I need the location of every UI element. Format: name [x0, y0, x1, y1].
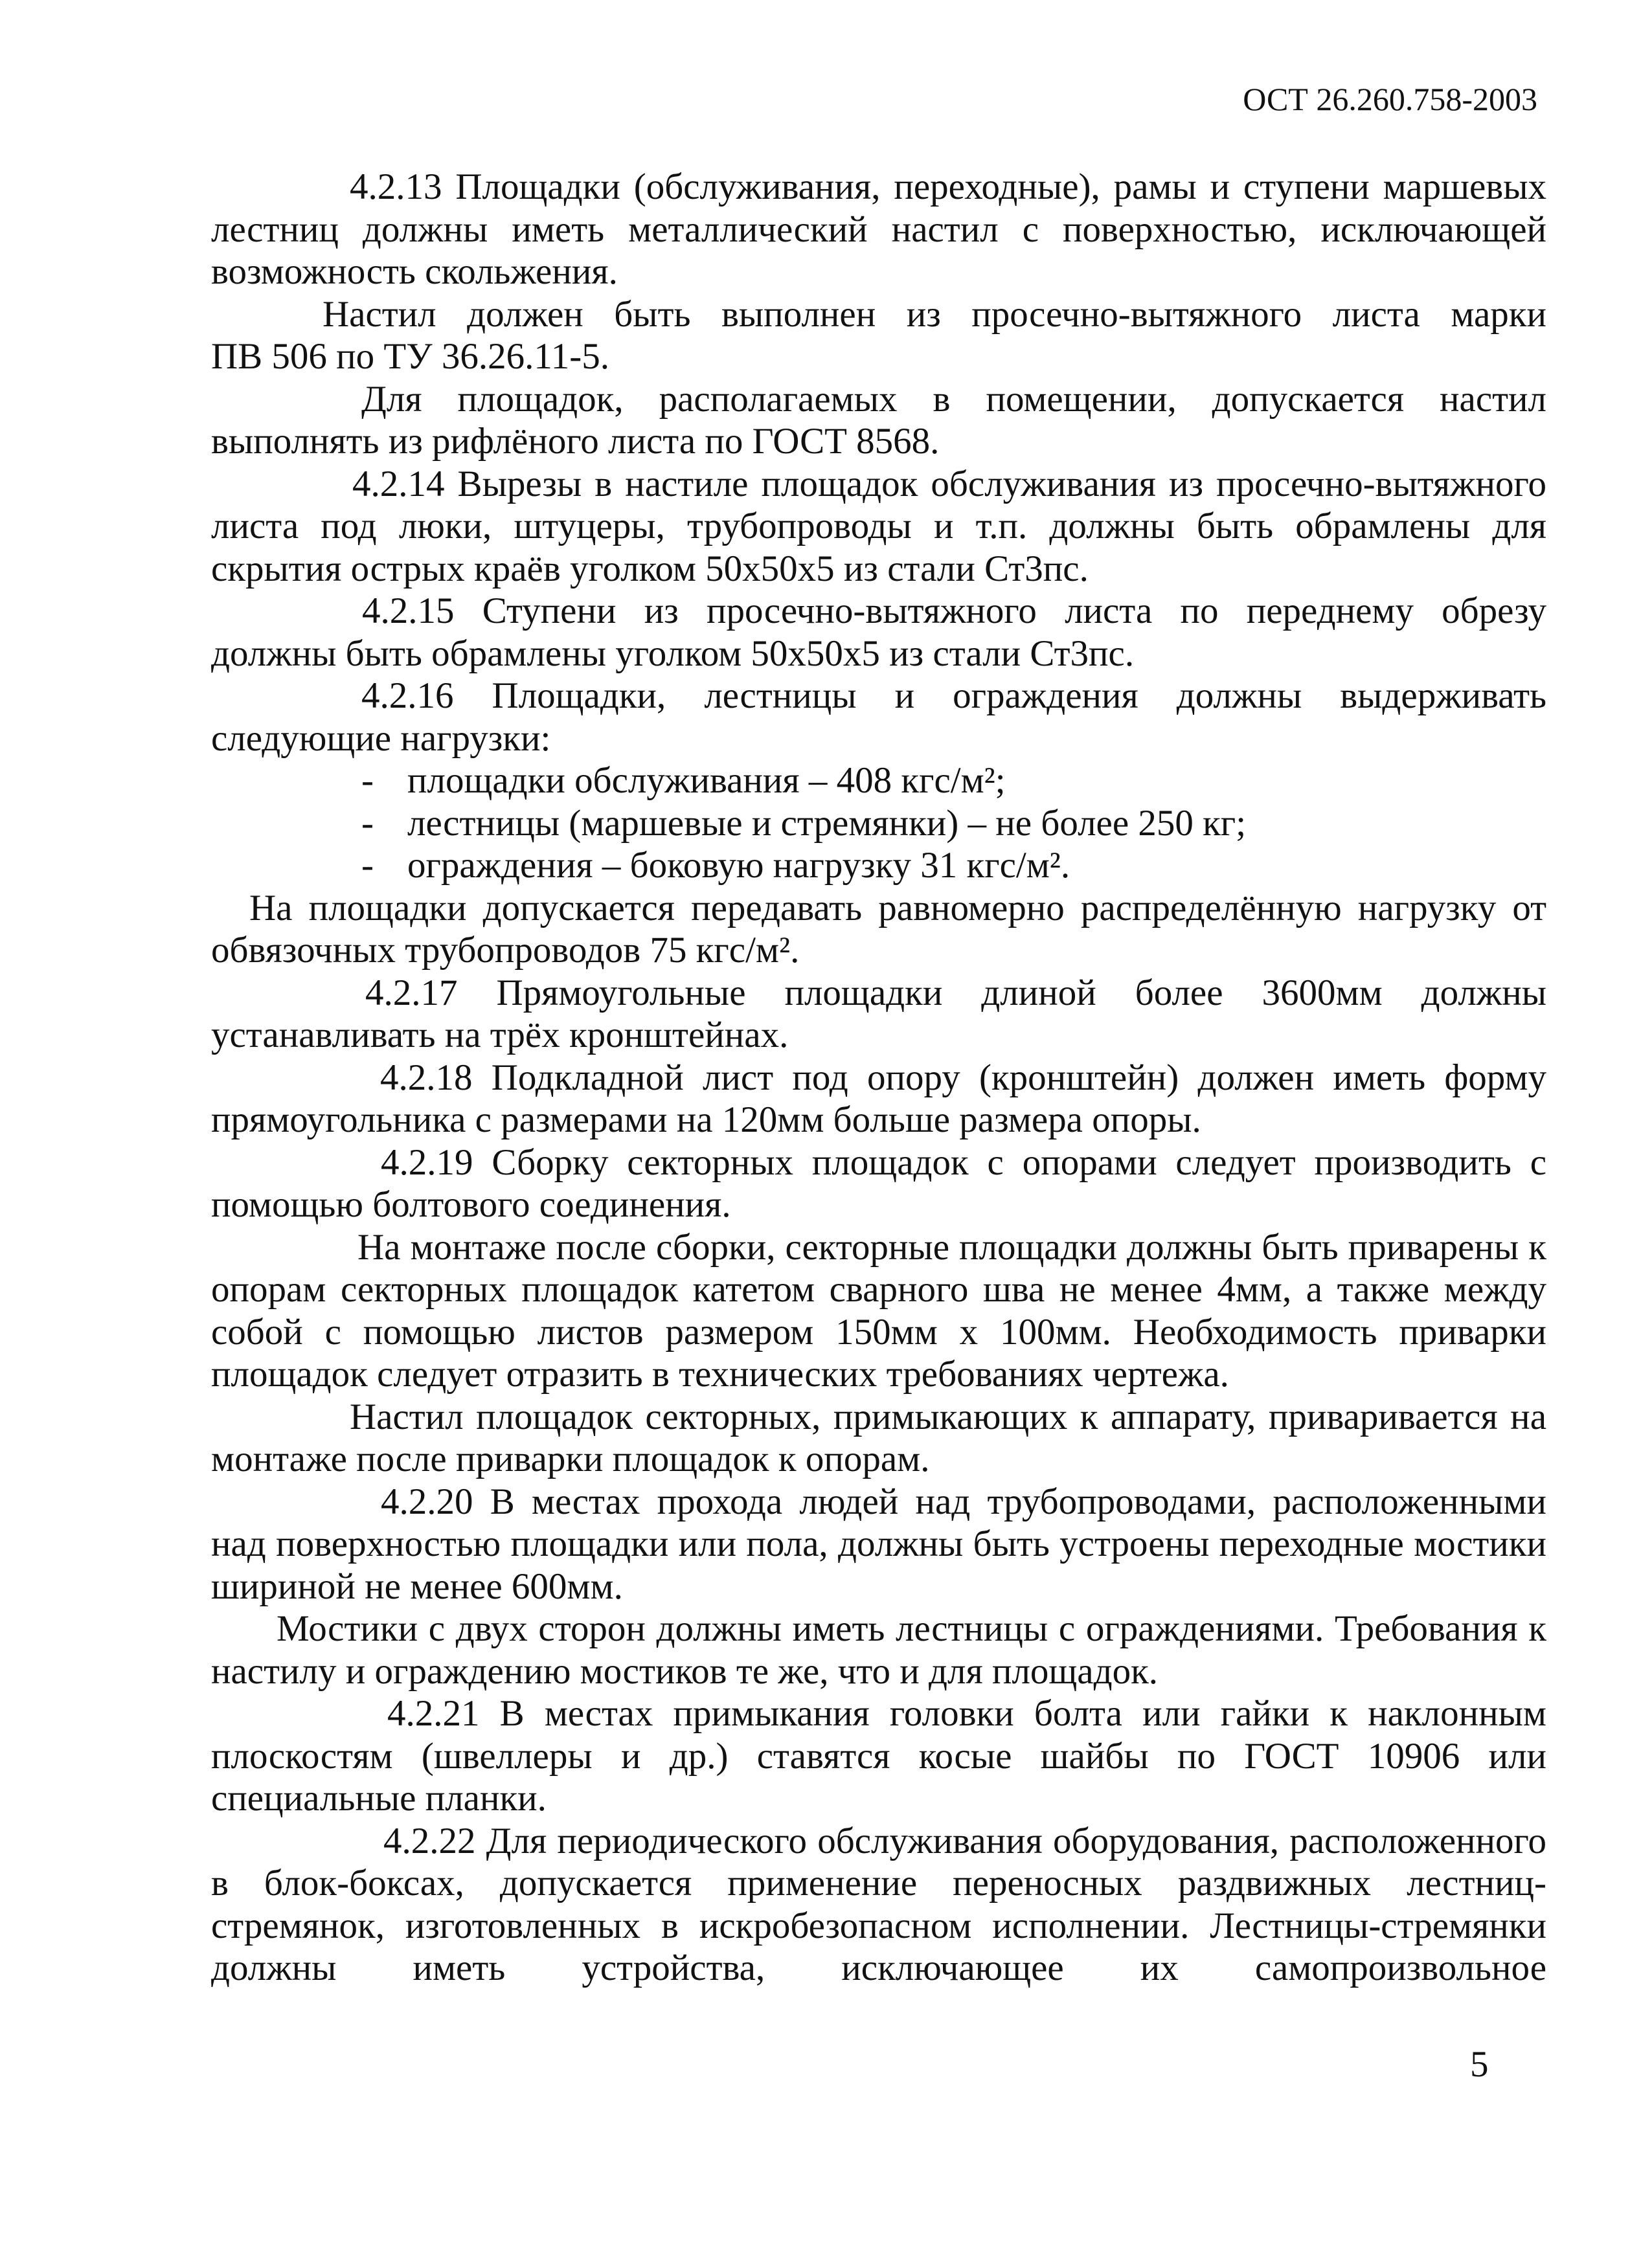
paragraph-4-2-13: 4.2.13 Площадки (обслуживания, переходные), рамы и ступени маршевых лестниц должны иметь металлический настил с поверхностью, исключающей возможность скольжения.: [211, 166, 1546, 292]
list-item-text: лестницы (маршевые и стремянки) – не более 250 кг;: [407, 802, 1247, 844]
paragraph-distributed-load: На площадки допускается передавать равномерно распределённую нагрузку от обвязочных трубопроводов 75 кгс/м².: [211, 887, 1546, 971]
paragraph-4-2-17: 4.2.17 Прямоугольные площадки длиной более 3600мм должны устанавливать на трёх кронштейнах.: [211, 972, 1546, 1055]
list-item-text: ограждения – боковую нагрузку 31 кгс/м².: [407, 845, 1070, 886]
paragraph-4-2-22: 4.2.22 Для периодического обслуживания оборудования, расположенного в блок-боксах, допускается применение переносных раздвижных лестниц- стремянок, изготовленных в искробезопасном исполнении. Лестницы-стремянки должны иметь устройства, исключающее их самопроизвольное: [211, 1820, 1546, 1988]
list-dash: -: [361, 845, 374, 886]
list-dash: -: [361, 802, 374, 844]
list-item: [211, 759, 1546, 802]
paragraph-nastil-material: Настил должен быть выполнен из просечно-вытяжного листа марки: [323, 293, 1546, 335]
paragraph-4-2-18: 4.2.18 Подкладной лист под опору (кронштейн) должен иметь форму прямоугольника с размерами на 120мм больше размера опоры.: [211, 1057, 1546, 1140]
load-requirements-list: [211, 759, 1546, 887]
document-code-header: ОСТ 26.260.758-2003: [1243, 81, 1537, 117]
paragraph-4-2-16: 4.2.16 Площадки, лестницы и ограждения должны выдерживать следующие нагрузки:: [211, 675, 1546, 759]
page-number: 5: [1470, 2044, 1489, 2085]
paragraph-4-2-15: 4.2.15 Ступени из просечно-вытяжного листа по переднему обрезу должны быть обрамлены уголком 50х50х5 из стали Ст3пс.: [211, 590, 1546, 674]
paragraph-bridges: Мостики с двух сторон должны иметь лестницы с ограждениями. Требования к настилу и ограждению мостиков те же, что и для площадок.: [211, 1608, 1546, 1692]
document-body: [211, 166, 1546, 1990]
paragraph-sector-nastil: Настил площадок секторных, примыкающих к аппарату, приваривается на монтаже после приварки площадок к опорам.: [211, 1396, 1546, 1479]
paragraph-rifleny-list: Для площадок, располагаемых в помещении, допускается настил выполнять из рифлёного листа по ГОСТ 8568.: [211, 378, 1546, 462]
paragraph-4-2-14: 4.2.14 Вырезы в настиле площадок обслуживания из просечно-вытяжного листа под люки, штуцеры, трубопроводы и т.п. должны быть обрамлены для скрытия острых краёв уголком 50х50х5 из стали Ст3пс.: [211, 463, 1546, 589]
list-dash: -: [361, 760, 374, 801]
list-item-text: площадки обслуживания – 408 кгс/м²;: [407, 760, 1006, 801]
paragraph-nastil-spec: ПВ 506 по ТУ 36.26.11-5.: [211, 336, 609, 377]
paragraph-montage-welding: На монтаже после сборки, секторные площадки должны быть приварены к опорам секторных площадок катетом сварного шва не менее 4мм, а также между собой с помощью листов размером 150мм х 100мм. Необходимость приварки площадок следует отразить в технических требованиях чертежа.: [211, 1226, 1546, 1395]
list-item: [211, 844, 1546, 887]
paragraph-4-2-20: 4.2.20 В местах прохода людей над трубопроводами, расположенными над поверхностью площадки или пола, должны быть устроены переходные мостики шириной не менее 600мм.: [211, 1481, 1546, 1607]
paragraph-4-2-19: 4.2.19 Сборку секторных площадок с опорами следует производить с помощью болтового соединения.: [211, 1141, 1546, 1225]
paragraph-4-2-21: 4.2.21 В местах примыкания головки болта или гайки к наклонным плоскостям (швеллеры и др.) ставятся косые шайбы по ГОСТ 10906 или специальные планки.: [211, 1693, 1546, 1819]
list-item: [211, 802, 1546, 845]
